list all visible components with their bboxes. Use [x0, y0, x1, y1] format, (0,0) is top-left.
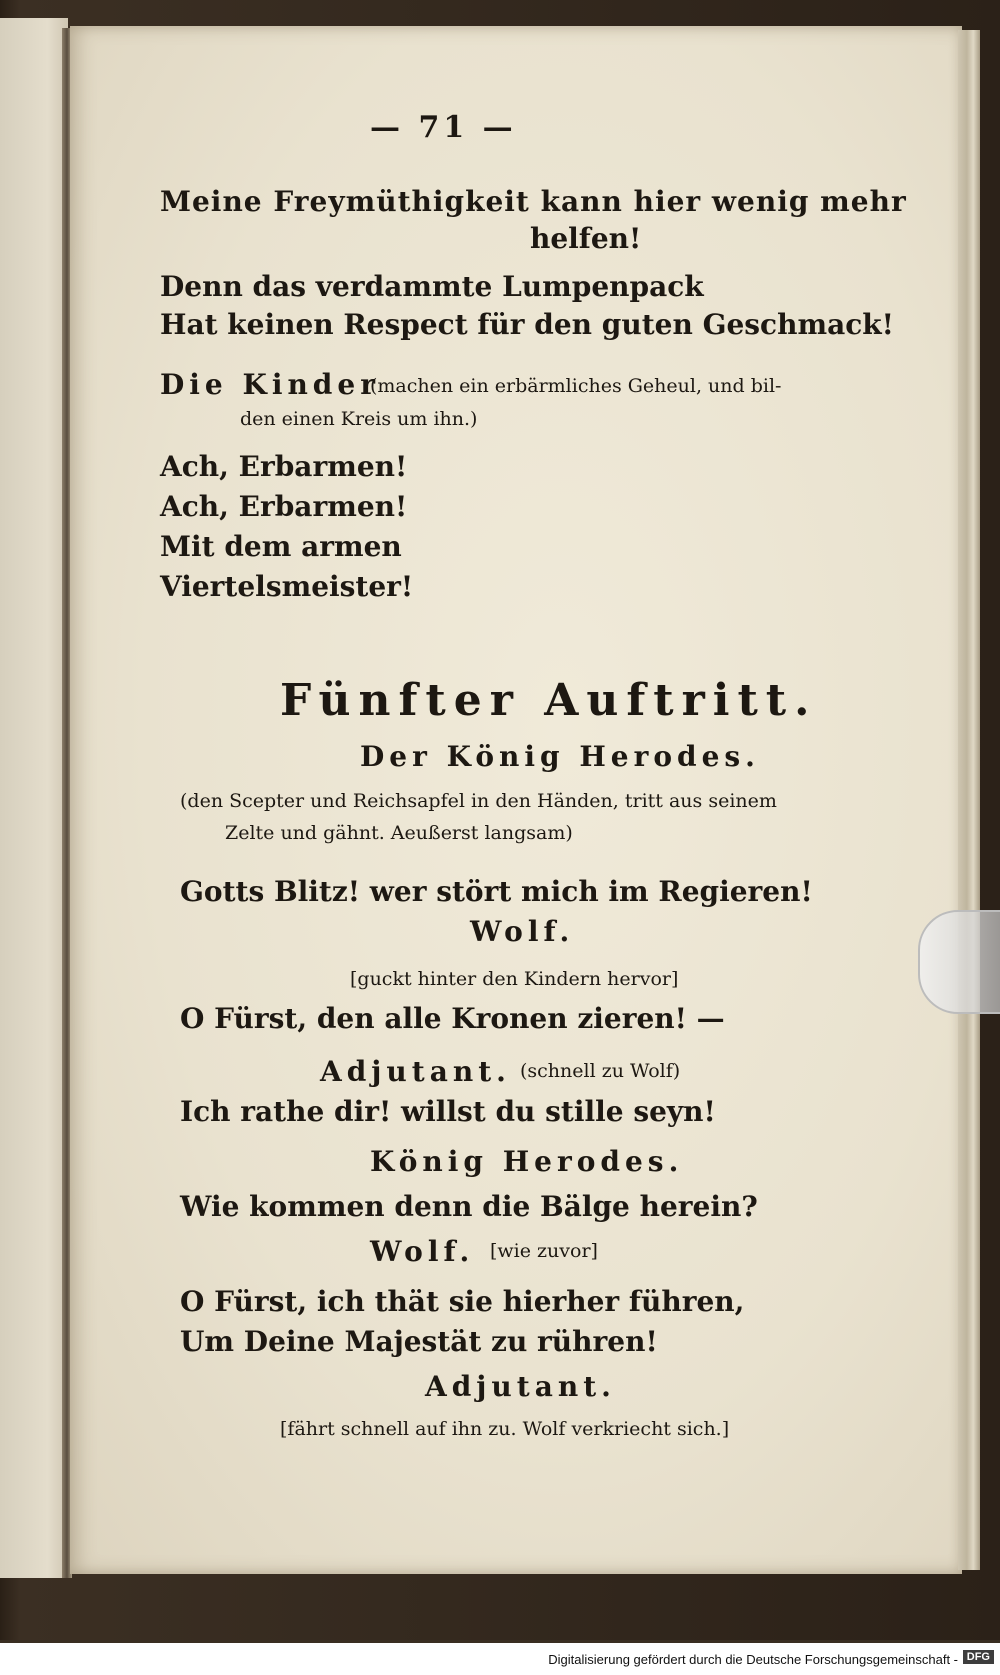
verse-line: Hat keinen Respect für den guten Geschmack!: [160, 308, 894, 341]
dfg-logo: DFG: [963, 1650, 994, 1664]
verse-line: O Fürst, den alle Kronen zieren! —: [180, 1002, 725, 1035]
verse-line: Ach, Erbarmen!: [160, 450, 408, 483]
speaker-name: Adjutant.: [320, 1055, 511, 1088]
speaker-name: Adjutant.: [425, 1370, 616, 1403]
left-page-edge: [0, 18, 68, 1578]
verse-line: Gotts Blitz! wer stört mich im Regieren!: [180, 875, 813, 908]
verse-line: Denn das verdammte Lumpenpack: [160, 270, 704, 303]
verse-line: O Fürst, ich thät sie hierher führen,: [180, 1285, 745, 1318]
scene-heading: Fünfter Auftritt.: [280, 675, 818, 726]
verse-line: helfen!: [530, 222, 642, 255]
verse-line: Um Deine Majestät zu rühren!: [180, 1325, 658, 1358]
speaker-name: Wolf.: [370, 1235, 475, 1268]
verse-line: Meine Freymüthigkeit kann hier wenig mehr: [160, 185, 907, 218]
speaker-name: Der König Herodes.: [360, 740, 760, 773]
funding-notice: Digitalisierung gefördert durch die Deutsche Forschungsgemeinschaft -: [548, 1652, 958, 1667]
stage-direction: [fährt schnell auf ihn zu. Wolf verkriecht sich.]: [280, 1418, 730, 1440]
verse-line: Ich rathe dir! willst du stille seyn!: [180, 1095, 716, 1128]
stage-direction: (den Scepter und Reichsapfel in den Händen, tritt aus seinem: [180, 790, 777, 812]
speaker-name: König Herodes.: [370, 1145, 684, 1178]
verse-line: Wie kommen denn die Bälge herein?: [180, 1190, 758, 1223]
page-clip-tab: [918, 910, 1000, 1014]
digitization-footer: [0, 1643, 1000, 1675]
speaker-name: Wolf.: [470, 915, 575, 948]
page-stack-edge: [958, 30, 980, 1570]
verse-line: Viertelsmeister!: [160, 570, 414, 603]
verse-line: Mit dem armen: [160, 530, 402, 563]
page-number: — 71 —: [370, 110, 517, 145]
stage-direction: (schnell zu Wolf): [520, 1060, 681, 1082]
stage-direction: den einen Kreis um ihn.): [240, 408, 478, 430]
stage-direction: Zelte und gähnt. Aeußerst langsam): [225, 822, 573, 844]
speaker-name: Die Kinder: [160, 368, 380, 401]
stage-direction: (machen ein erbärmliches Geheul, und bil-: [370, 375, 782, 397]
stage-direction: [guckt hinter den Kindern hervor]: [350, 968, 679, 990]
verse-line: Ach, Erbarmen!: [160, 490, 408, 523]
stage-direction: [wie zuvor]: [490, 1240, 598, 1262]
